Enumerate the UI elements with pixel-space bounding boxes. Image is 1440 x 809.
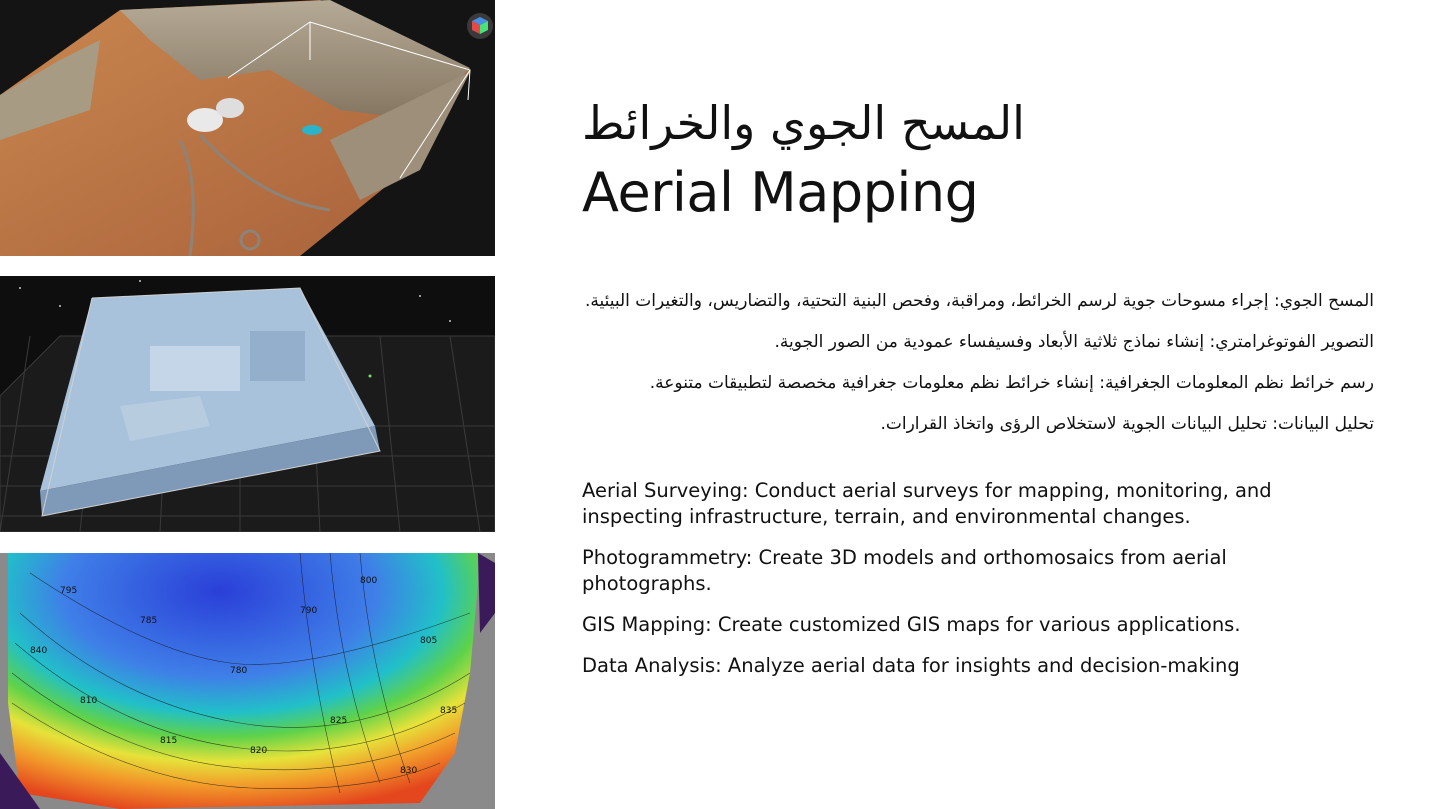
contour-elevation-label: 810 — [80, 696, 98, 706]
arabic-bullet-list — [582, 288, 1374, 452]
english-bullet: Photogrammetry: Create 3D models and orthomosaics from aerial photographs. — [582, 546, 1227, 595]
english-bullet: GIS Mapping: Create customized GIS maps for various applications. — [582, 613, 1241, 636]
contour-elevation-label: 805 — [420, 636, 438, 646]
contour-elevation-label: 800 — [360, 576, 378, 586]
terrain-3d-image — [0, 0, 495, 256]
contour-elevation-label: 785 — [140, 616, 158, 626]
point-cloud-model-image — [0, 276, 495, 532]
view-cube-icon[interactable] — [466, 12, 494, 40]
contour-elevation-label: 790 — [300, 606, 318, 616]
english-bullet-list — [582, 478, 1322, 694]
arabic-bullet: التصوير الفوتوغرامتري: إنشاء نماذج ثلاثية الأبعاد وفسيفساء عمودية من الصور الجوية. — [774, 332, 1374, 352]
contour-elevation-label: 795 — [60, 586, 78, 596]
slide-title-arabic: المسح الجوي والخرائط — [582, 96, 1025, 150]
english-bullet: Data Analysis: Analyze aerial data for insights and decision-making — [582, 654, 1240, 677]
english-bullet: Aerial Surveying: Conduct aerial surveys for mapping, monitoring, and inspecting infrastructure, terrain, and environmental changes. — [582, 479, 1272, 528]
contour-elevation-label: 835 — [440, 706, 458, 716]
arabic-bullet: رسم خرائط نظم المعلومات الجغرافية: إنشاء خرائط نظم معلومات جغرافية مخصصة لتطبيقات متنوعة. — [649, 373, 1374, 393]
contour-elevation-label: 815 — [160, 736, 178, 746]
contour-elevation-label: 820 — [250, 746, 268, 756]
arabic-bullet: تحليل البيانات: تحليل البيانات الجوية لاستخلاص الرؤى واتخاذ القرارات. — [880, 414, 1374, 434]
slide-title-english: Aerial Mapping — [582, 161, 979, 224]
contour-elevation-label: 840 — [30, 646, 48, 656]
contour-elevation-label: 825 — [330, 716, 348, 726]
contour-elevation-label: 830 — [400, 766, 418, 776]
contour-elevation-label: 780 — [230, 666, 248, 676]
arabic-bullet: المسح الجوي: إجراء مسوحات جوية لرسم الخرائط، ومراقبة، وفحص البنية التحتية، والتضاريس، والتغيرات البيئية. — [584, 291, 1374, 311]
contour-map-image — [0, 553, 495, 809]
